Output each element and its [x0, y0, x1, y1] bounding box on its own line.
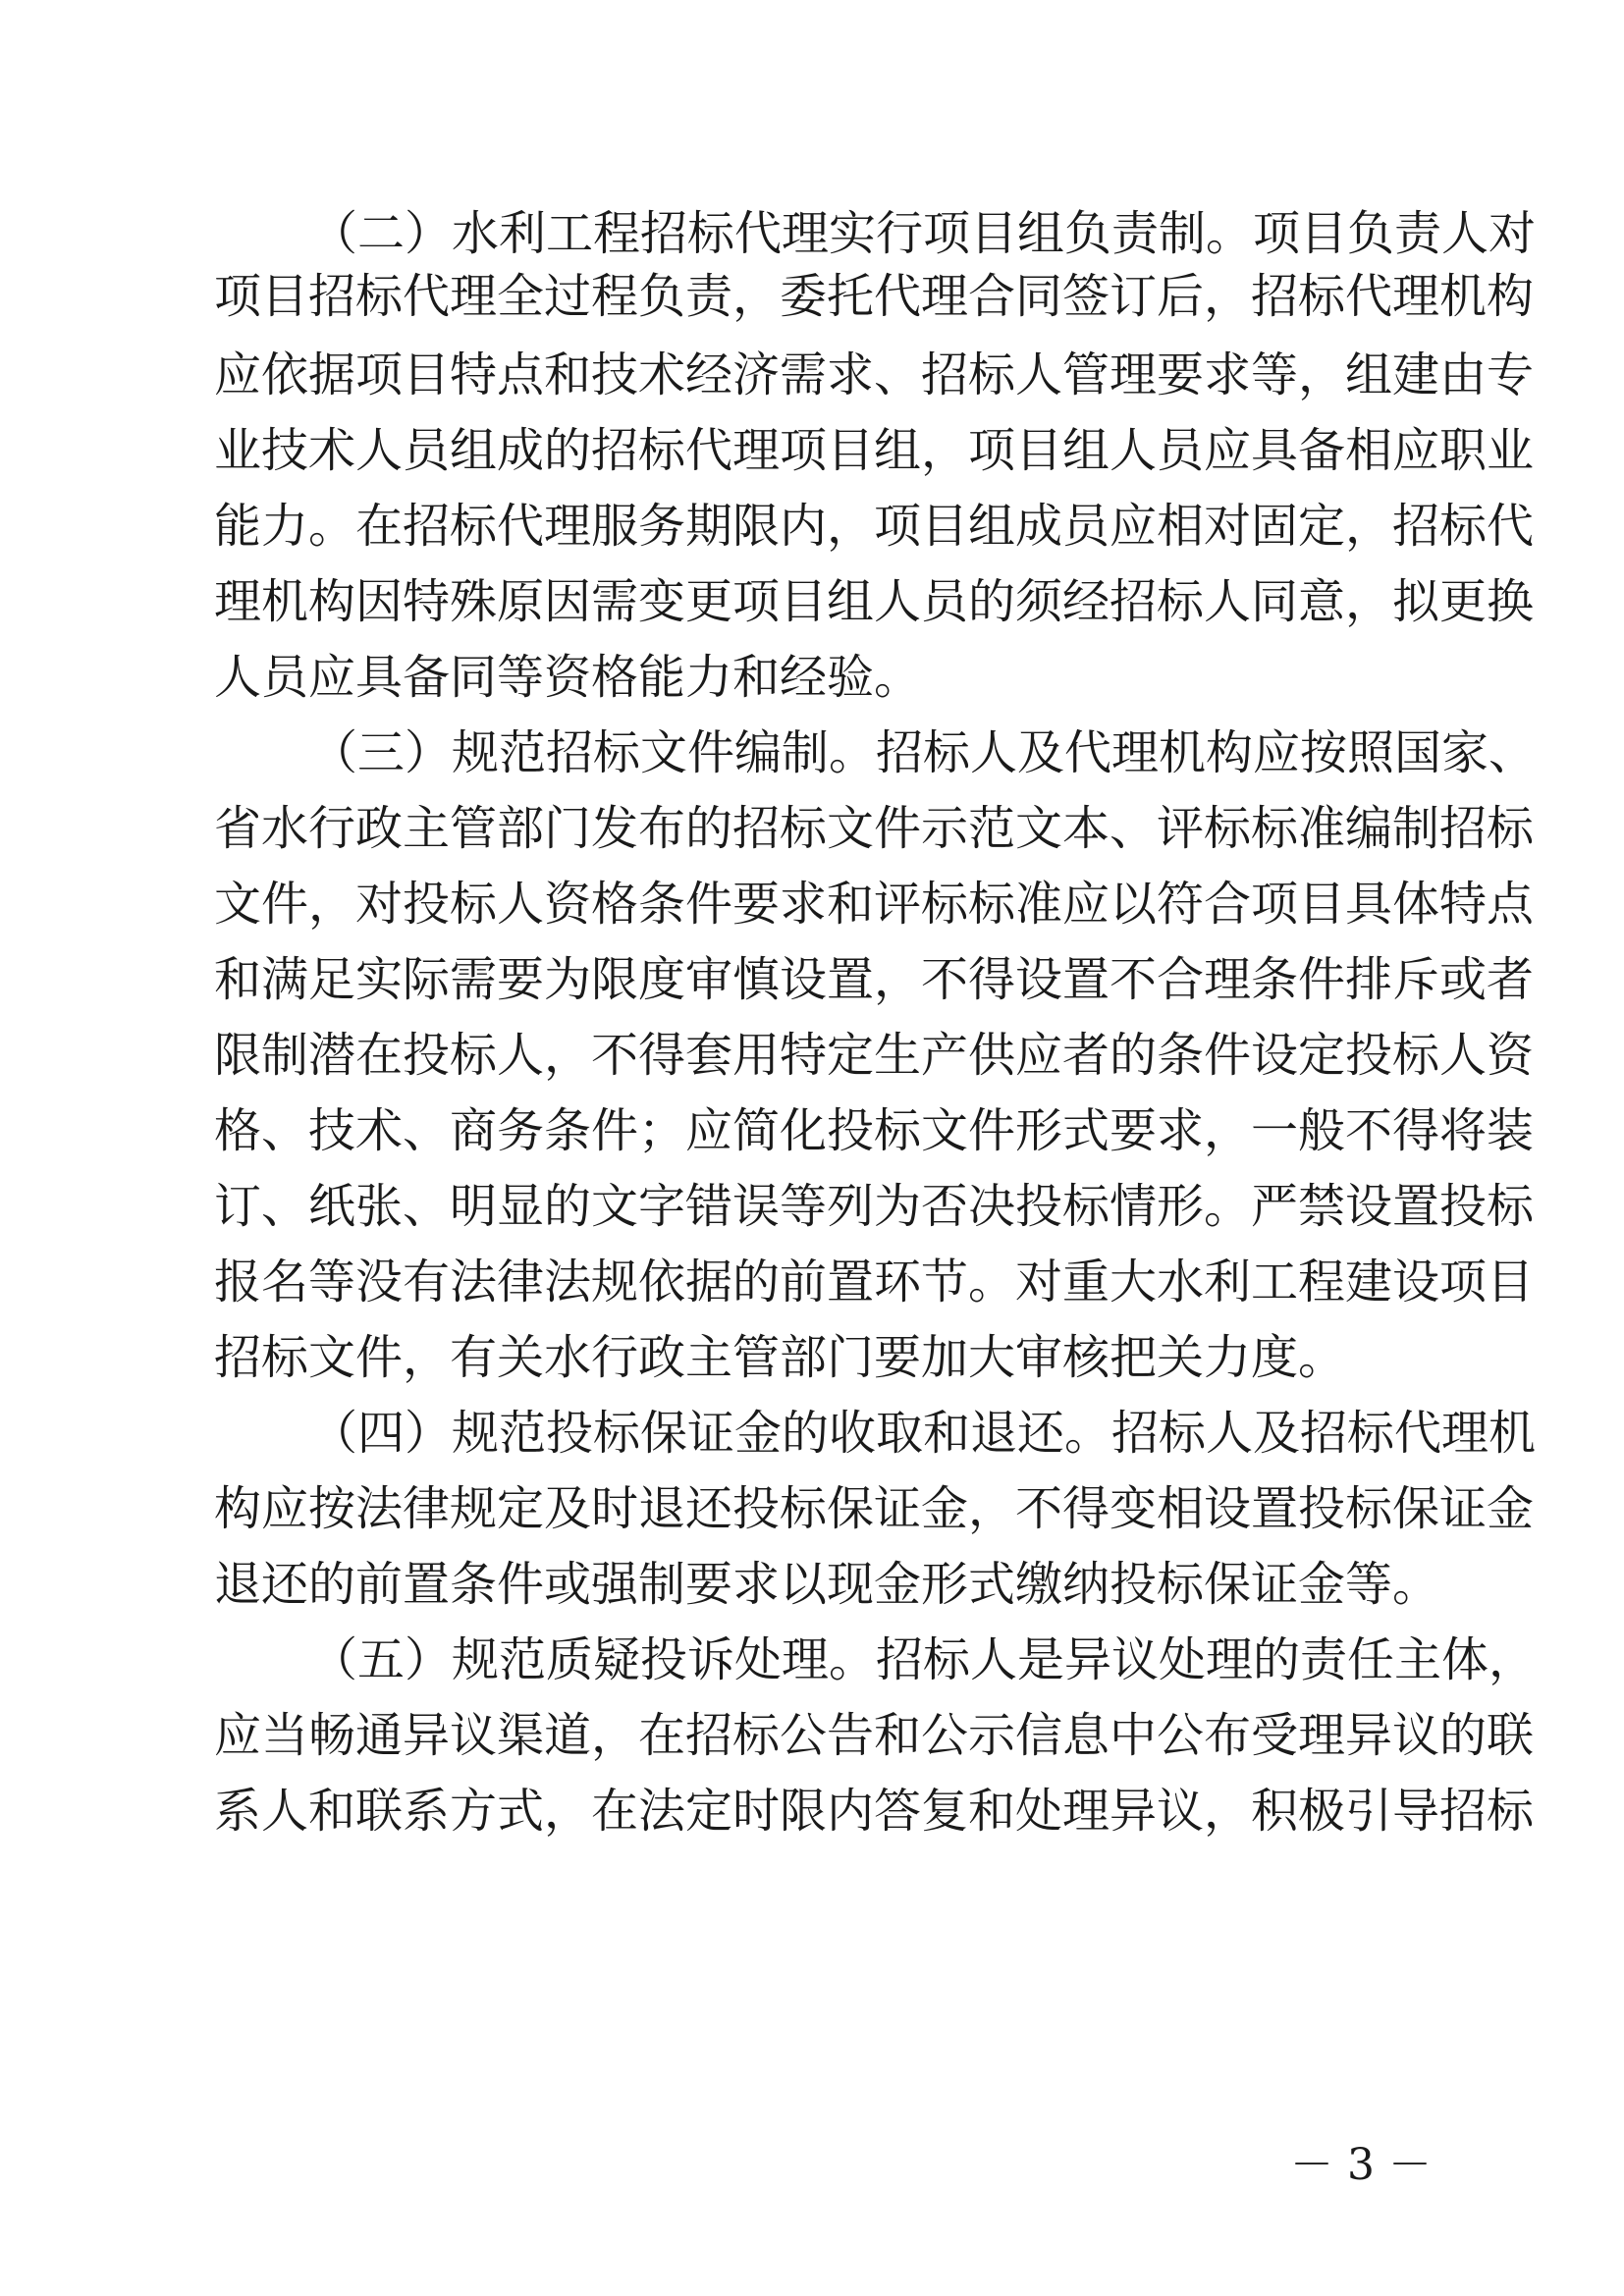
paragraph-3-line-2: 构应按法律规定及时退还投标保证金，不得变相设置投标保证金	[214, 1481, 1535, 1536]
paragraph-2-line-5: 限制潜在投标人，不得套用特定生产供应者的条件设定投标人资	[214, 1028, 1535, 1083]
paragraph-2-line-8: 报名等没有法律法规依据的前置环节。对重大水利工程建设项目	[214, 1255, 1535, 1309]
paragraph-1-line-5: 能力。在招标代理服务期限内，项目组成员应相对固定，招标代	[214, 499, 1535, 554]
paragraph-2-line-4: 和满足实际需要为限度审慎设置，不得设置不合理条件排斥或者	[214, 952, 1535, 1007]
paragraph-1-line-4: 业技术人员组成的招标代理项目组，项目组人员应具备相应职业	[214, 423, 1535, 478]
paragraph-4-line-3: 系人和联系方式，在法定时限内答复和处理异议，积极引导招标	[214, 1784, 1535, 1839]
paragraph-1-line-2: 项目招标代理全过程负责，委托代理合同签订后，招标代理机构	[214, 269, 1535, 324]
paragraph-1-line-6: 理机构因特殊原因需变更项目组人员的须经招标人同意，拟更换	[214, 574, 1535, 629]
paragraph-3-line-1: （四）规范投标保证金的收取和退还。招标人及招标代理机	[310, 1406, 1537, 1461]
paragraph-2-line-9: 招标文件，有关水行政主管部门要加大审核把关力度。	[214, 1330, 1346, 1385]
paragraph-4-line-2: 应当畅通异议渠道，在招标公告和公示信息中公布受理异议的联	[214, 1708, 1535, 1763]
paragraph-1-line-3: 应依据项目特点和技术经济需求、招标人管理要求等，组建由专	[214, 347, 1535, 402]
paragraph-2-line-7: 订、纸张、明显的文字错误等列为否决投标情形。严禁设置投标	[214, 1179, 1535, 1234]
paragraph-2-line-2: 省水行政主管部门发布的招标文件示范文本、评标标准编制招标	[214, 801, 1535, 856]
paragraph-3-line-3: 退还的前置条件或强制要求以现金形式缴纳投标保证金等。	[214, 1557, 1440, 1612]
paragraph-1-line-7: 人员应具备同等资格能力和经验。	[214, 650, 922, 705]
paragraph-1-line-1: （二）水利工程招标代理实行项目组负责制。项目负责人对	[310, 206, 1537, 261]
paragraph-2-line-6: 格、技术、商务条件；应简化投标文件形式要求，一般不得将装	[214, 1103, 1535, 1158]
paragraph-2-line-1: （三）规范招标文件编制。招标人及代理机构应按照国家、	[310, 725, 1537, 780]
paragraph-4-line-1: （五）规范质疑投诉处理。招标人是异议处理的责任主体，	[310, 1632, 1537, 1687]
paragraph-2-line-3: 文件，对投标人资格条件要求和评标标准应以符合项目具体特点	[214, 877, 1535, 932]
page-number: － 3 －	[1290, 2140, 1432, 2190]
